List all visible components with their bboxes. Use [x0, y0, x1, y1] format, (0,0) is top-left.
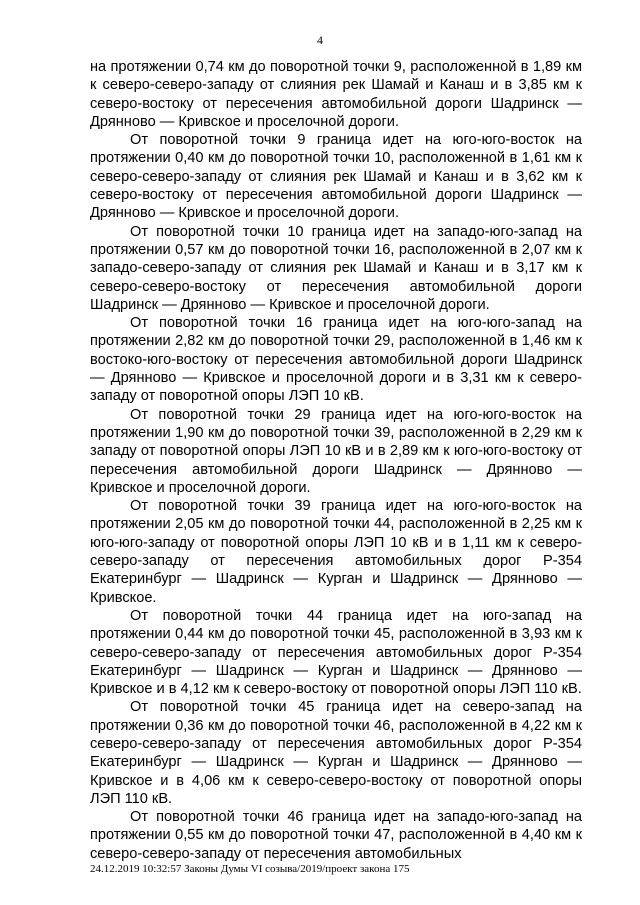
page-number: 4 — [317, 33, 323, 47]
paragraph-continuation: на протяжении 0,74 км до поворотной точки 9, расположенной в 1,89 км к северо-северо-западу от слияния рек Шамай и Канаш и в 3,85 км к северо-востоку от пересечения автомобильной дороги Шадринск — Дрянново — Кривское и проселочной дороги. — [90, 59, 582, 130]
paragraph-point-9: От поворотной точки 9 граница идет на юго-юго-восток на протяжении 0,40 км до поворотной точки 10, расположенной в 1,61 км к северо-северо-западу от слияния рек Шамай и Канаш и в 3,62 км к северо-востоку от пересечения автомобильной дороги Шадринск — Дрянново — Кривское и проселочной дороги. — [90, 132, 582, 222]
paragraph-point-45: От поворотной точки 45 граница идет на северо-запад на протяжении 0,36 км до поворотной точки 46, расположенной в 4,22 км к северо-северо-западу от пересечения автомобильных дорог Р-354 Екатеринбург — Шадринск — Курган и Шадринск — Дрянново — Кривское и в 4,06 км к северо-северо-востоку от поворотной опоры ЛЭП 110 кВ. — [90, 699, 582, 807]
document-body — [90, 58, 582, 863]
paragraph-point-46: От поворотной точки 46 граница идет на западо-юго-запад на протяжении 0,55 км до поворотной точки 47, расположенной в 4,40 км к северо-северо-западу от пересечения автомобильных — [90, 809, 582, 862]
document-footer: 24.12.2019 10:32:57 Законы Думы VI созыва/2019/проект закона 175 — [90, 863, 410, 875]
paragraph-point-10: От поворотной точки 10 граница идет на западо-юго-запад на протяжении 0,57 км до поворотной точки 16, расположенной в 2,07 км к западо-северо-западу от слияния рек Шамай и Канаш и в 3,17 км к северо-северо-востоку от пересечения автомобильной дороги Шадринск — Дрянново — Кривское и проселочной дороги. — [90, 223, 582, 313]
paragraph-point-29: От поворотной точки 29 граница идет на юго-юго-восток на протяжении 1,90 км до поворотной точки 39, расположенной в 2,29 км к западу от поворотной опоры ЛЭП 10 кВ и в 2,89 км к юго-юго-востоку от пересечения автомобильной дороги Шадринск — Дрянново — Кривское и проселочной дороги. — [90, 406, 582, 496]
paragraph-point-39: От поворотной точки 39 граница идет на юго-юго-восток на протяжении 2,05 км до поворотной точки 44, расположенной в 2,25 км к юго-юго-западу от поворотной опоры ЛЭП 10 кВ и в 1,11 км к северо-северо-западу от пересечения автомобильных дорог Р-354 Екатеринбург — Шадринск — Курган и Шадринск — Дрянново — Кривское. — [90, 498, 582, 606]
paragraph-point-44: От поворотной точки 44 граница идет на юго-запад на протяжении 0,44 км до поворотной точки 45, расположенной в 3,93 км к северо-северо-западу от пересечения автомобильных дорог Р-354 Екатеринбург — Шадринск — Курган и Шадринск — Дрянново — Кривское и в 4,12 км к северо-востоку от поворотной опоры ЛЭП 110 кВ. — [90, 607, 582, 698]
paragraph-point-16: От поворотной точки 16 граница идет на юго-юго-запад на протяжении 2,82 км до поворотной точки 29, расположенной в 1,46 км к востоко-юго-востоку от пересечения автомобильной дороги Шадринск — Дрянново — Кривское и проселочной дороги и в 3,31 км к северо-западу от поворотной опоры ЛЭП 10 кВ. — [90, 315, 582, 405]
